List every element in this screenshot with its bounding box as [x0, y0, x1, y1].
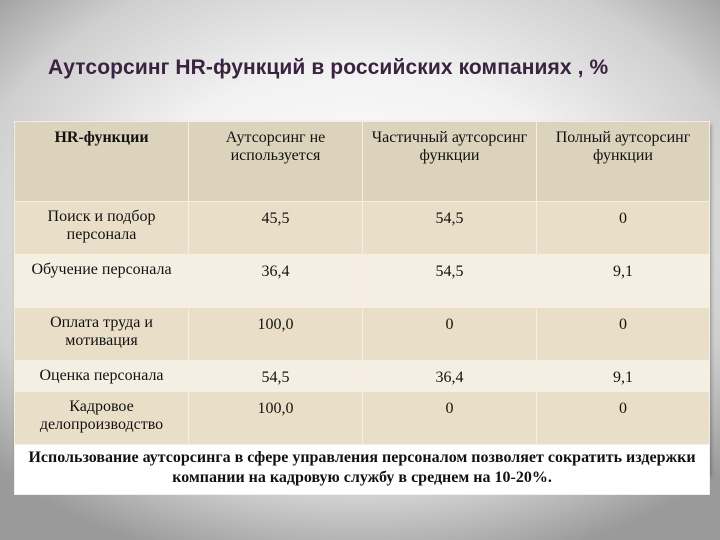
header-partial-outsourcing: Частичный аутсорсинг функции	[363, 122, 537, 202]
row-name: Оплата труда и мотивация	[15, 308, 189, 361]
cell-no-outsourcing: 100,0	[189, 392, 363, 445]
table-footer-row	[15, 445, 710, 495]
cell-no-outsourcing: 36,4	[189, 255, 363, 308]
cell-full: 9,1	[537, 255, 710, 308]
cell-no-outsourcing: 54,5	[189, 361, 363, 392]
cell-no-outsourcing: 45,5	[189, 202, 363, 255]
cell-full: 0	[537, 308, 710, 361]
slide-title: Аутсорсинг HR-функций в российских компаниях , %	[48, 56, 609, 79]
header-full-outsourcing: Полный аутсорсинг функции	[537, 122, 710, 202]
cell-partial: 0	[363, 308, 537, 361]
row-name: Оценка персонала	[15, 361, 189, 392]
header-no-outsourcing: Аутсорсинг не используется	[189, 122, 363, 202]
cell-full: 9,1	[537, 361, 710, 392]
cell-no-outsourcing: 100,0	[189, 308, 363, 361]
table-header-row	[15, 122, 710, 202]
table-row	[15, 255, 710, 308]
row-name: Поиск и подбор персонала	[15, 202, 189, 255]
table-row	[15, 308, 710, 361]
cell-partial: 0	[363, 392, 537, 445]
table-row	[15, 361, 710, 392]
table-row	[15, 392, 710, 445]
cell-partial: 54,5	[363, 202, 537, 255]
cell-full: 0	[537, 392, 710, 445]
row-name: Кадровое делопроизводство	[15, 392, 189, 445]
cell-partial: 54,5	[363, 255, 537, 308]
header-hr-functions: HR-функции	[15, 122, 189, 202]
cell-partial: 36,4	[363, 361, 537, 392]
table-row	[15, 202, 710, 255]
footer-note: Использование аутсорсинга в сфере управления персоналом позволяет сократить издержки компании на кадровую службу в среднем на 10-20%.	[15, 445, 710, 495]
cell-full: 0	[537, 202, 710, 255]
row-name: Обучение персонала	[15, 255, 189, 308]
outsourcing-table	[14, 121, 709, 486]
